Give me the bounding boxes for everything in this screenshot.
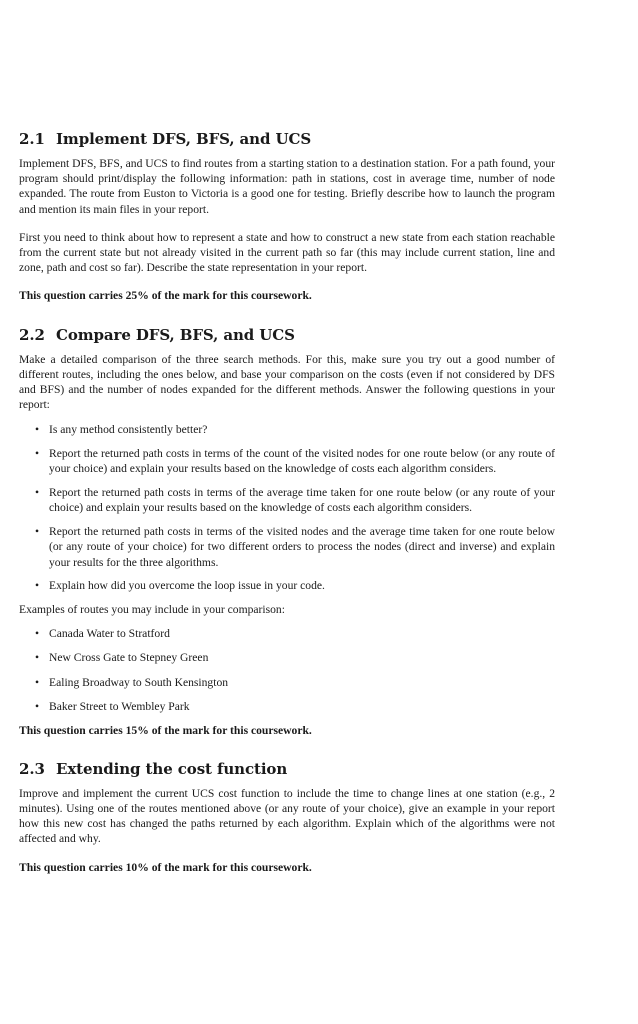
mark-statement: This question carries 15% of the mark for this coursework. bbox=[19, 723, 312, 737]
paragraph: Improve and implement the current UCS cost function to include the time to change lines at one station (e.g., 2 minutes). Using one of the routes mentioned above (or any route of your choice), give an example in your report how this new cost has changed the paths returned by each algorithm. Explain which of the algorithms were not affected and why. bbox=[19, 786, 555, 846]
list-item-text: Is any method consistently better? bbox=[49, 423, 208, 437]
bullet-icon: • bbox=[35, 651, 40, 665]
section-title: Extending the cost function bbox=[56, 759, 288, 778]
bullet-icon: • bbox=[35, 700, 40, 714]
mark-statement: This question carries 10% of the mark for this coursework. bbox=[19, 860, 312, 874]
section-2-1 bbox=[19, 128, 555, 304]
paragraph: Implement DFS, BFS, and UCS to find routes from a starting station to a destination station. For a path found, your program should print/display the following information: path in stations, cost in average time, number of node expanded. The route from Euston to Victoria is a good one for testing. Briefly describe how to launch the program and mention its main files in your report. bbox=[19, 157, 555, 216]
list-item-text: Report the returned path costs in terms of the count of the visited nodes for one route below (or any route of your choice) and explain your results based on the knowledge of costs each algorithm considers. bbox=[49, 447, 555, 476]
section-2-3 bbox=[19, 758, 555, 875]
list-item bbox=[19, 422, 555, 437]
section-number: 2.2 bbox=[19, 325, 45, 344]
section-title: Compare DFS, BFS, and UCS bbox=[56, 325, 295, 344]
list-item bbox=[19, 675, 555, 690]
list-item bbox=[19, 650, 555, 665]
list-item-text: Report the returned path costs in terms of the visited nodes and the average time taken for one route below (or any route of your choice) for two different orders to process the nodes (direct and inverse) and explain your results for the three algorithms. bbox=[49, 525, 555, 569]
list-item-text: Canada Water to Stratford bbox=[49, 626, 170, 640]
bullet-icon: • bbox=[35, 626, 40, 640]
paragraph: Examples of routes you may include in your comparison: bbox=[19, 602, 285, 616]
bullet-icon: • bbox=[35, 423, 40, 437]
paragraph: First you need to think about how to represent a state and how to construct a new state from each station reachable from the current state but not already visited in the current path so far (this may include current station, line and zone, path and cost so far). Describe the state representation in your report. bbox=[19, 230, 555, 275]
bullet-icon: • bbox=[35, 675, 40, 689]
list-item bbox=[19, 699, 555, 714]
list-item-text: Baker Street to Wembley Park bbox=[49, 700, 190, 714]
mark-statement: This question carries 25% of the mark for this coursework. bbox=[19, 289, 312, 303]
section-number: 2.3 bbox=[19, 759, 45, 778]
bullet-icon: • bbox=[35, 525, 40, 539]
section-heading bbox=[19, 758, 555, 780]
bullet-icon: • bbox=[35, 486, 40, 500]
list-item bbox=[19, 578, 555, 593]
list-item bbox=[19, 524, 555, 570]
section-2-2 bbox=[19, 324, 555, 738]
list-item bbox=[19, 446, 555, 476]
list-item-text: Ealing Broadway to South Kensington bbox=[49, 675, 229, 689]
section-title: Implement DFS, BFS, and UCS bbox=[56, 130, 312, 148]
section-heading bbox=[19, 128, 555, 150]
list-item-text: Explain how did you overcome the loop issue in your code. bbox=[49, 579, 325, 593]
section-number: 2.1 bbox=[19, 130, 45, 148]
list-item-text: New Cross Gate to Stepney Green bbox=[49, 651, 209, 665]
list-item bbox=[19, 485, 555, 515]
route-list bbox=[19, 626, 555, 715]
bullet-icon: • bbox=[35, 579, 40, 593]
bullet-icon: • bbox=[35, 447, 40, 461]
document-page bbox=[19, 128, 555, 875]
list-item bbox=[19, 626, 555, 641]
question-list bbox=[19, 422, 555, 593]
paragraph: Make a detailed comparison of the three search methods. For this, make sure you try out a good number of different routes, including the ones below, and base your comparison on the costs (even if not considered by DFS and BFS) and the number of nodes expanded for the different methods. Answer the following questions in your report: bbox=[19, 352, 555, 412]
section-heading bbox=[19, 324, 555, 346]
list-item-text: Report the returned path costs in terms of the average time taken for one route below (or any route of your choice) and explain your results based on the knowledge of costs each algorithm considers. bbox=[49, 486, 555, 515]
